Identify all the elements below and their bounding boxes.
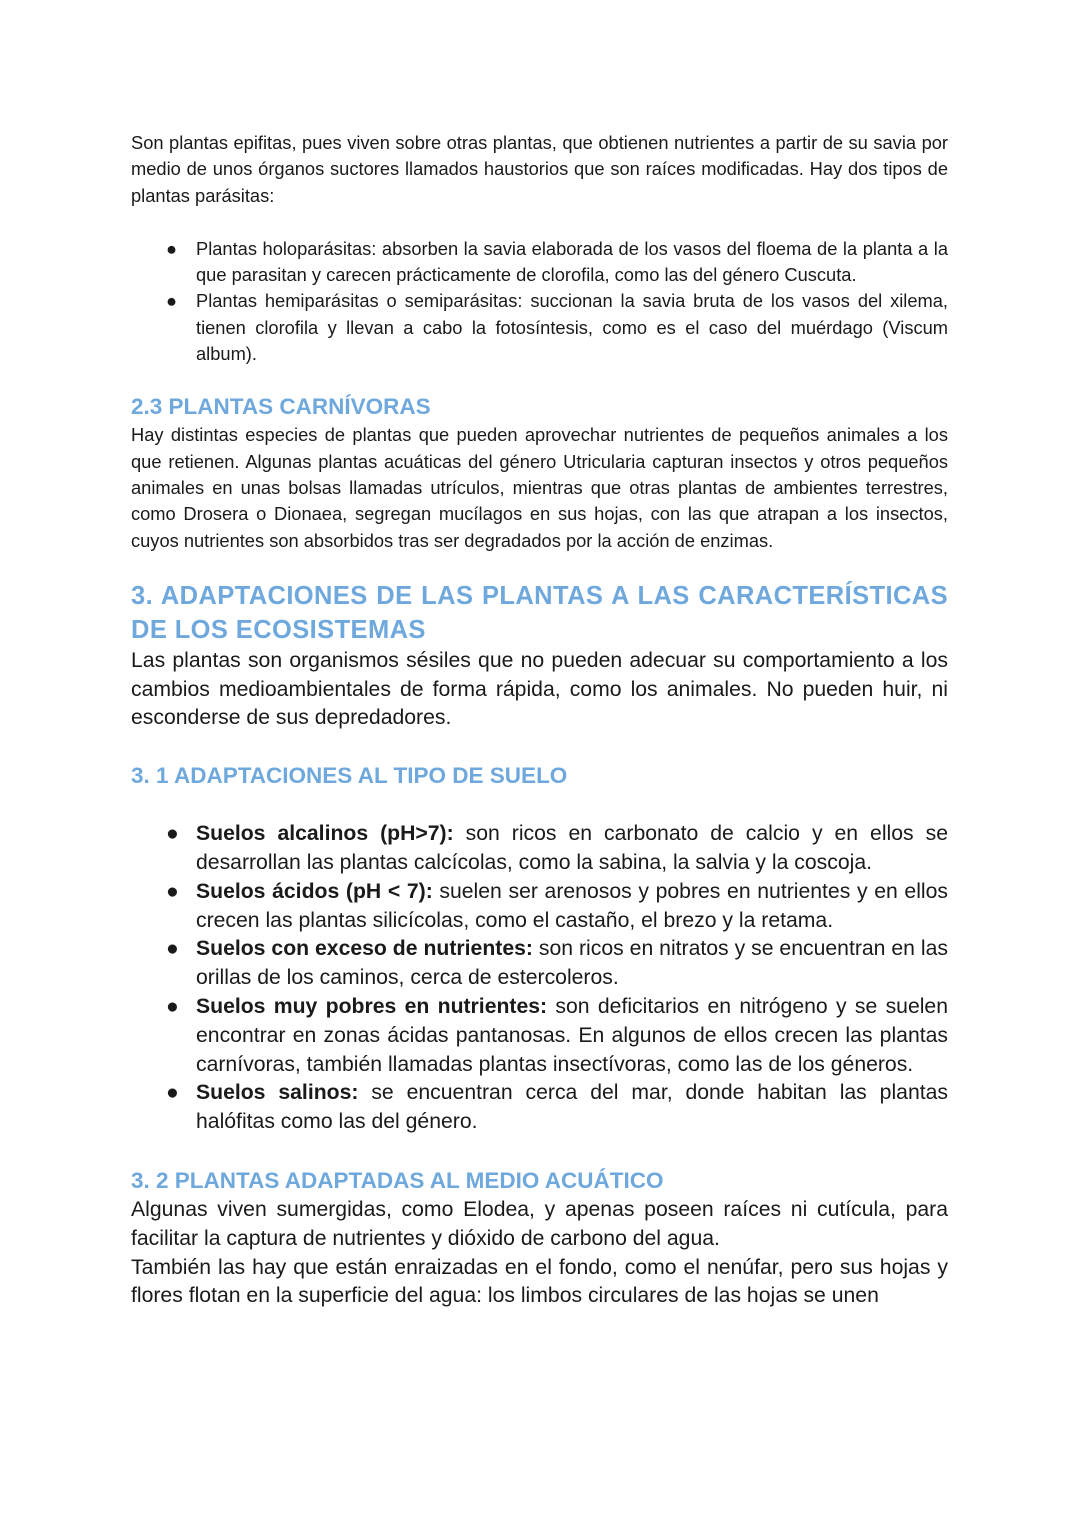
adaptaciones-heading: 3. ADAPTACIONES DE LAS PLANTAS A LAS CARACTERÍSTICAS DE LOS ECOSISTEMAS: [131, 581, 948, 644]
list-item: [131, 236, 948, 289]
suelo-list: [131, 820, 948, 1137]
bullet-icon: ●: [166, 822, 179, 846]
list-item-term: Suelos ácidos (pH < 7):: [196, 879, 433, 903]
list-item: [131, 1079, 948, 1137]
carnivoras-heading: 2.3 PLANTAS CARNÍVORAS: [131, 394, 431, 420]
carnivoras-text: Hay distintas especies de plantas que pueden aprovechar nutrientes de pequeños animales a los que retienen. Algunas plantas acuáticas del género Utricularia capturan insectos y otros pequeños animales en unas bolsas llamadas utrículos, mientras que otras plantas de ambientes terrestres, como Drosera o Dionaea, segregan mucílagos en sus hojas, con las que atrapan a los insectos, cuyos nutrientes son absorbidos tras ser degradados por la acción de enzimas.: [131, 424, 948, 551]
suelo-heading: 3. 1 ADAPTACIONES AL TIPO DE SUELO: [131, 763, 568, 789]
document-page: [131, 130, 948, 1311]
list-item-text: suelen ser arenosos y pobres en nutrientes y en ellos crecen las plantas silicícolas, como el castaño, el brezo y la retama.: [196, 879, 948, 932]
list-item-text: son ricos en nitratos y se encuentran en las orillas de los caminos, cerca de estercoleros.: [196, 937, 948, 990]
bullet-icon: ●: [166, 290, 178, 312]
acuatico-heading: 3. 2 PLANTAS ADAPTADAS AL MEDIO ACUÁTICO: [131, 1168, 664, 1194]
list-item: [131, 878, 948, 936]
list-item-term: Suelos salinos:: [196, 1081, 359, 1105]
list-item: [131, 993, 948, 1079]
list-item-term: Suelos muy pobres en nutrientes:: [196, 995, 548, 1019]
list-item-text: son deficitarios en nitrógeno y se suelen encontrar en zonas ácidas pantanosas. En algunos de ellos crecen las plantas carnívoras, también llamadas plantas insectívoras, como las de los géneros.: [196, 995, 949, 1076]
parasitas-list: [131, 236, 948, 367]
list-item: [131, 935, 948, 993]
bullet-icon: ●: [166, 1081, 179, 1105]
bullet-icon: ●: [166, 879, 179, 903]
list-item-term: Suelos con exceso de nutrientes:: [196, 937, 533, 961]
list-item-text: se encuentran cerca del mar, donde habitan las plantas halófitas como las del género.: [196, 1081, 948, 1134]
adaptaciones-text: Las plantas son organismos sésiles que no pueden adecuar su comportamiento a los cambios medioambientales de forma rápida, como los animales. No pueden huir, ni esconderse de sus depredadores.: [131, 648, 948, 730]
parasitas-intro: Son plantas epifitas, pues viven sobre otras plantas, que obtienen nutrientes a partir de su savia por medio de unos órganos suctores llamados haustorios que son raíces modificadas. Hay dos tipos de plantas parásitas:: [131, 132, 948, 206]
list-item-text: Plantas holoparásitas: absorben la savia elaborada de los vasos del floema de la planta a la que parasitan y carecen prácticamente de clorofila, como las del género Cuscuta.: [196, 237, 948, 286]
acuatico-text-2: También las hay que están enraizadas en el fondo, como el nenúfar, pero sus hojas y flores flotan en la superficie del agua: los limbos circulares de las hojas se unen: [131, 1255, 948, 1308]
list-item: [131, 288, 948, 367]
list-item-text: son ricos en carbonato de calcio y en ellos se desarrollan las plantas calcícolas, como la sabina, la salvia y la coscoja.: [196, 822, 948, 875]
acuatico-text-1: Algunas viven sumergidas, como Elodea, y apenas poseen raíces ni cutícula, para facilitar la captura de nutrientes y dióxido de carbono del agua.: [131, 1198, 948, 1250]
list-item-text: Plantas hemiparásitas o semiparásitas: succionan la savia bruta de los vasos del xilema, tienen clorofila y llevan a cabo la fotosíntesis, como es el caso del muérdago (Viscum album).: [196, 290, 948, 365]
bullet-icon: ●: [166, 237, 178, 259]
bullet-icon: ●: [166, 937, 179, 961]
list-item-term: Suelos alcalinos (pH>7):: [196, 822, 454, 846]
bullet-icon: ●: [166, 995, 179, 1019]
list-item: [131, 820, 948, 878]
